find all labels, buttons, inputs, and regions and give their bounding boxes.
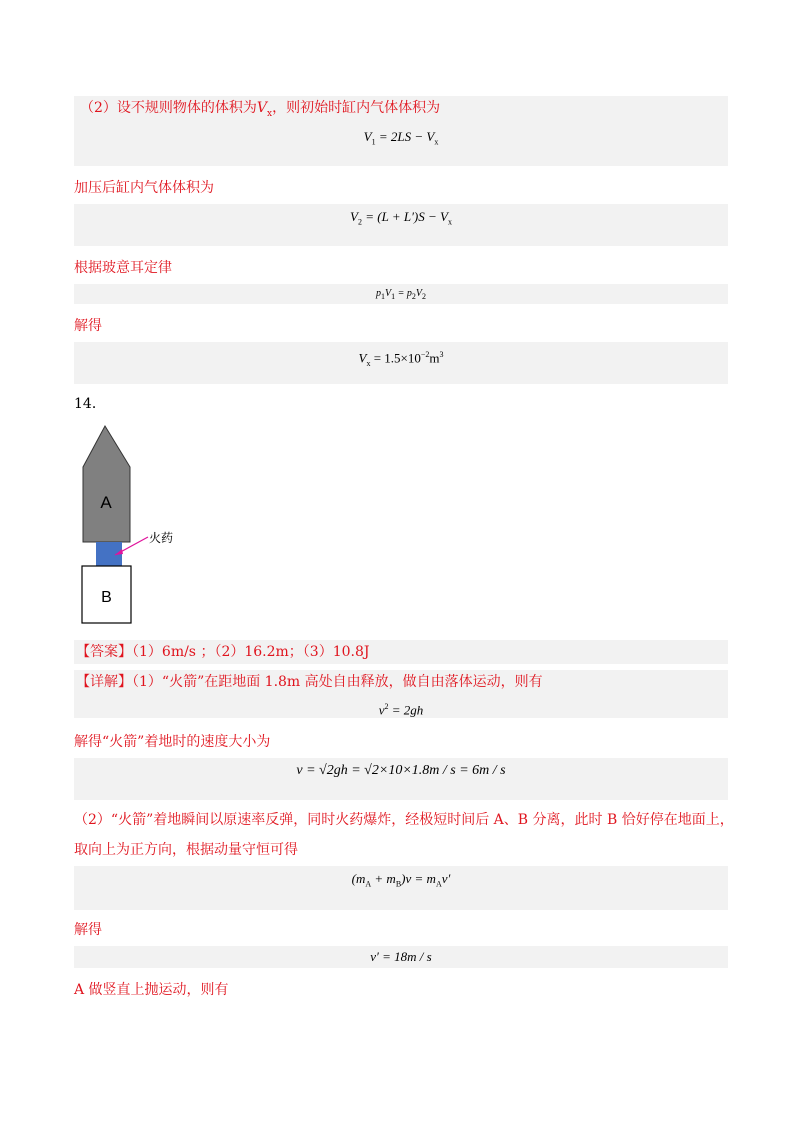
equation-v1: $V_1 = 2LS - V_x$ — [363, 129, 439, 147]
label-landing-speed: 解得“火箭”着地时的速度大小为 — [74, 734, 271, 750]
label-boyle-law: 根据玻意耳定律 — [74, 260, 172, 276]
solution-box-1 — [74, 96, 728, 166]
label-vertical-throw: A 做竖直上抛运动，则有 — [74, 982, 229, 998]
solution-box-2 — [74, 204, 728, 246]
answer-box — [74, 640, 728, 664]
volume-intro-line: （2）设不规则物体的体积为$V_x$，则初始时缸内气体体积为 — [80, 100, 441, 119]
label-compressed-volume: 加压后缸内气体体积为 — [74, 180, 214, 196]
equation-free-fall: $v^2 = 2gh$ — [378, 702, 424, 718]
block-b-label: B — [101, 589, 112, 606]
rocket-a-body — [83, 426, 130, 542]
equation-boyle: $p_1V_1 = p_2V_2$ — [376, 288, 426, 301]
answer-line: 【答案】（1）6m/s ；（2）16.2m；（3）10.8J — [76, 644, 370, 660]
paragraph-bounce-2: 取向上为正方向，根据动量守恒可得 — [74, 842, 298, 858]
detail-line: 【详解】（1）“火箭”在距地面 1.8m 高处自由释放，做自由落体运动，则有 — [76, 674, 543, 690]
label-solve-2: 解得 — [74, 922, 102, 938]
detail-box — [74, 670, 728, 718]
equation-speed: v = √2gh = √2×10×1.8m / s = 6m / s — [296, 763, 506, 778]
question-number: 14． — [74, 396, 106, 412]
solution-box-7 — [74, 866, 728, 910]
paragraph-bounce-1: （2）“火箭”着地瞬间以原速率反弹，同时火药爆炸，经极短时间后 A、B 分离，此时 B 恰好停在地面上， — [74, 812, 734, 828]
solution-box-8 — [74, 946, 728, 968]
rocket-a-label: A — [100, 493, 112, 512]
label-solve-1: 解得 — [74, 318, 102, 334]
solution-box-3 — [74, 284, 728, 304]
equation-v2: $V_2 = (L + L')S - V_x$ — [350, 209, 452, 227]
rocket-diagram — [78, 424, 208, 626]
equation-momentum: $(m_A + m_B)v = m_Av'$ — [351, 871, 451, 889]
equation-vx: $V_x = 1.5\times 10^{-2}m^3$ — [358, 350, 444, 368]
powder-label: 火药 — [149, 531, 174, 545]
solution-box-6 — [74, 758, 728, 800]
solution-box-4 — [74, 342, 728, 384]
equation-v-prime: v′ = 18m / s — [370, 949, 432, 964]
